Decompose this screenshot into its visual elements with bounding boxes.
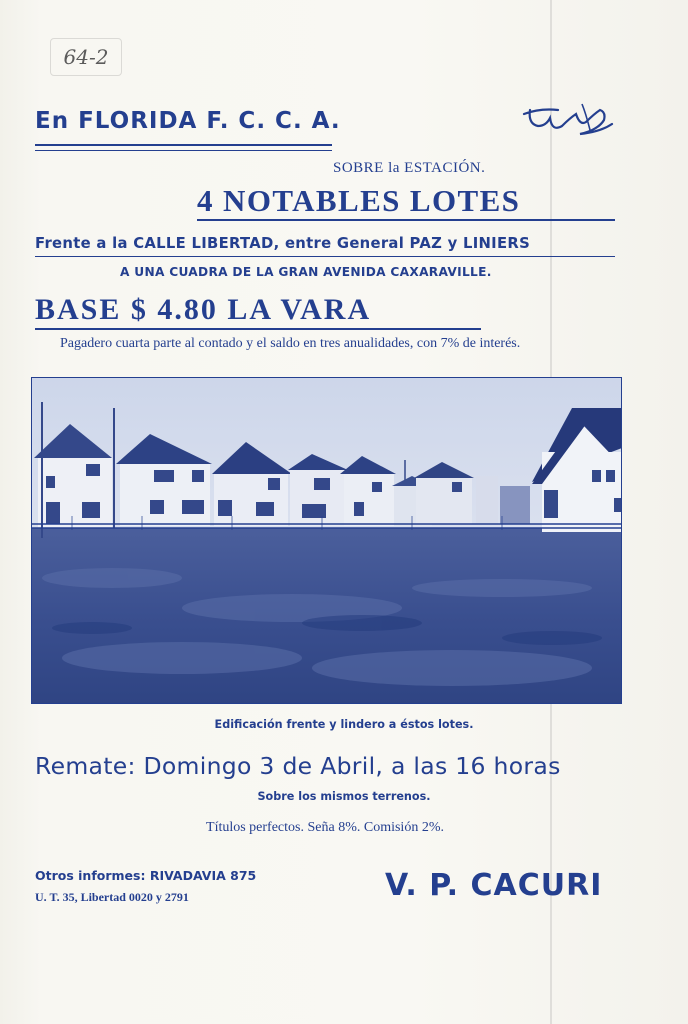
base-price: BASE $ 4.80 LA VARA [35, 293, 372, 326]
houses-photograph [31, 377, 622, 704]
archive-note: 64-2 [50, 38, 122, 76]
lots-title: 4 NOTABLES LOTES [197, 183, 521, 218]
payment-terms: Pagadero cuarta parte al contado y el saldo en tres anualidades, con 7% de interés. [60, 336, 521, 351]
agent-name: V. P. CACURI [385, 868, 603, 903]
station-subtitle: SOBRE la ESTACIÓN. [333, 160, 486, 176]
avenue-distance: A UNA CUADRA DE LA GRAN AVENIDA CAXARAVILLE. [120, 265, 492, 279]
lots-title-underline [197, 219, 615, 221]
sale-terms: Títulos perfectos. Seña 8%. Comisión 2%. [206, 820, 444, 835]
base-price-underline [35, 328, 481, 330]
signature-mark [520, 96, 616, 146]
street-underline [35, 256, 615, 257]
photo-caption: Edificación frente y lindero a éstos lotes. [214, 718, 474, 731]
heading-underline [35, 144, 332, 151]
street-location: Frente a la CALLE LIBERTAD, entre General PAZ y LINIERS [35, 235, 531, 252]
contact-info: Otros informes: RIVADAVIA 875 [35, 868, 257, 883]
contact-phone: U. T. 35, Libertad 0020 y 2791 [35, 890, 189, 904]
auction-place: Sobre los mismos terrenos. [257, 790, 431, 803]
location-heading: En FLORIDA F. C. C. A. [35, 108, 341, 134]
auction-date: Remate: Domingo 3 de Abril, a las 16 horas [35, 752, 561, 780]
